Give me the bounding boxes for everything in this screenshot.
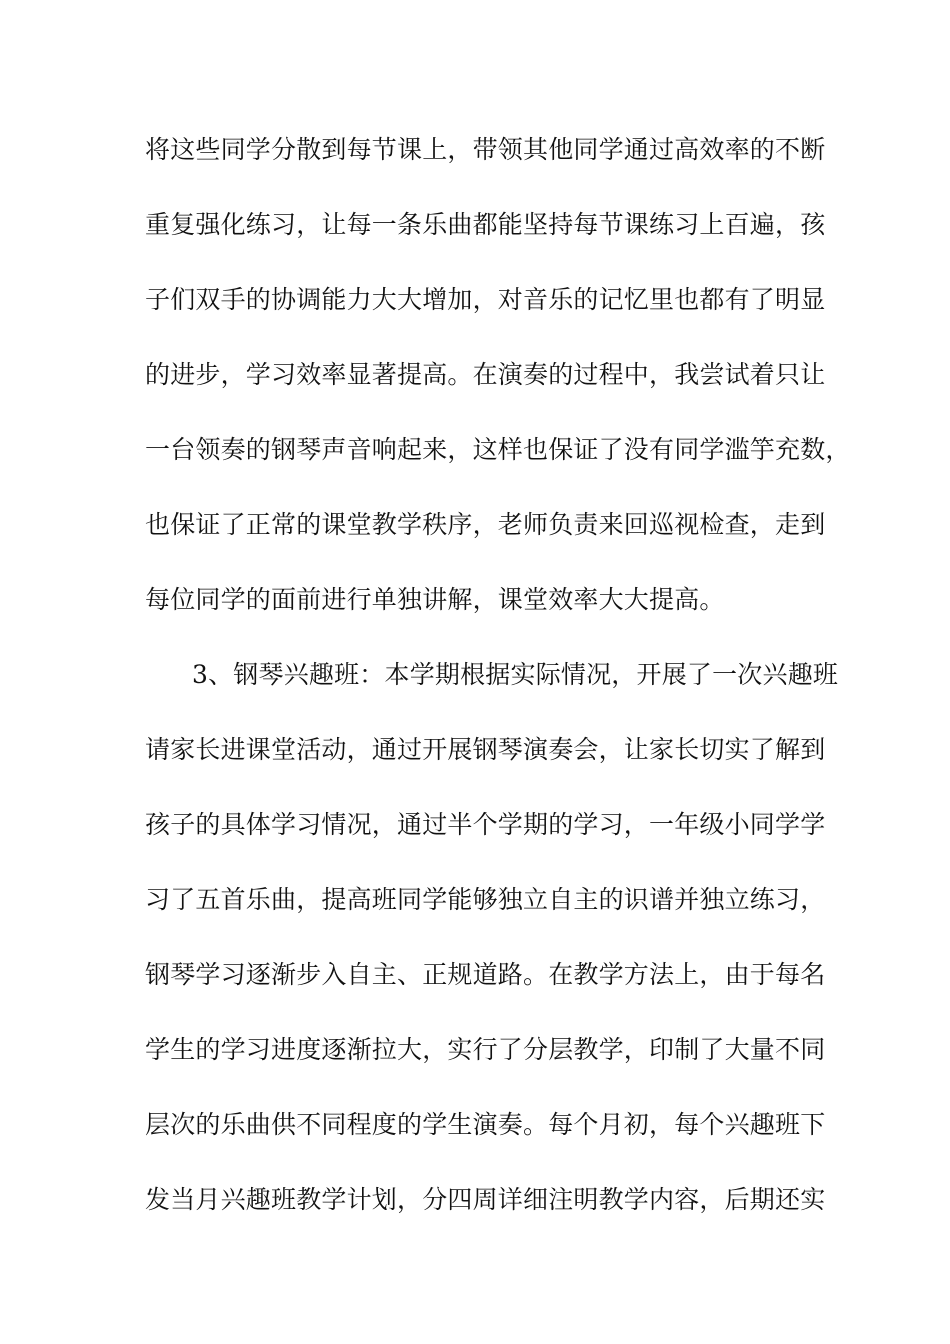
text-line: 的进步，学习效率显著提高。在演奏的过程中，我尝试着只让 (145, 360, 826, 389)
text-line: 钢琴学习逐渐步入自主、正规道路。在教学方法上，由于每名 (145, 960, 826, 989)
text-line: 发当月兴趣班教学计划，分四周详细注明教学内容，后期还实 (145, 1185, 826, 1214)
text-line: 请家长进课堂活动，通过开展钢琴演奏会，让家长切实了解到 (145, 735, 826, 764)
text-line: 将这些同学分散到每节课上，带领其他同学通过高效率的不断 (145, 135, 826, 164)
text-line: 习了五首乐曲，提高班同学能够独立自主的识谱并独立练习， (145, 885, 826, 914)
text-line: 重复强化练习，让每一条乐曲都能坚持每节课练习上百遍，孩 (145, 210, 826, 239)
text-line: 孩子的具体学习情况，通过半个学期的学习，一年级小同学学 (145, 810, 826, 839)
text-line: 子们双手的协调能力大大增加，对音乐的记忆里也都有了明显 (145, 285, 826, 314)
text-line: 学生的学习进度逐渐拉大，实行了分层教学，印制了大量不同 (145, 1035, 826, 1064)
text-line: 层次的乐曲供不同程度的学生演奏。每个月初，每个兴趣班下 (145, 1110, 826, 1139)
text-line: 每位同学的面前进行单独讲解，课堂效率大大提高。 (145, 585, 725, 614)
paragraph-start-line: 3、钢琴兴趣班：本学期根据实际情况，开展了一次兴趣班 (192, 660, 839, 689)
text-line: 一台领奏的钢琴声音响起来，这样也保证了没有同学滥竽充数， (145, 435, 851, 464)
text-line: 也保证了正常的课堂教学秩序，老师负责来回巡视检查，走到 (145, 510, 826, 539)
